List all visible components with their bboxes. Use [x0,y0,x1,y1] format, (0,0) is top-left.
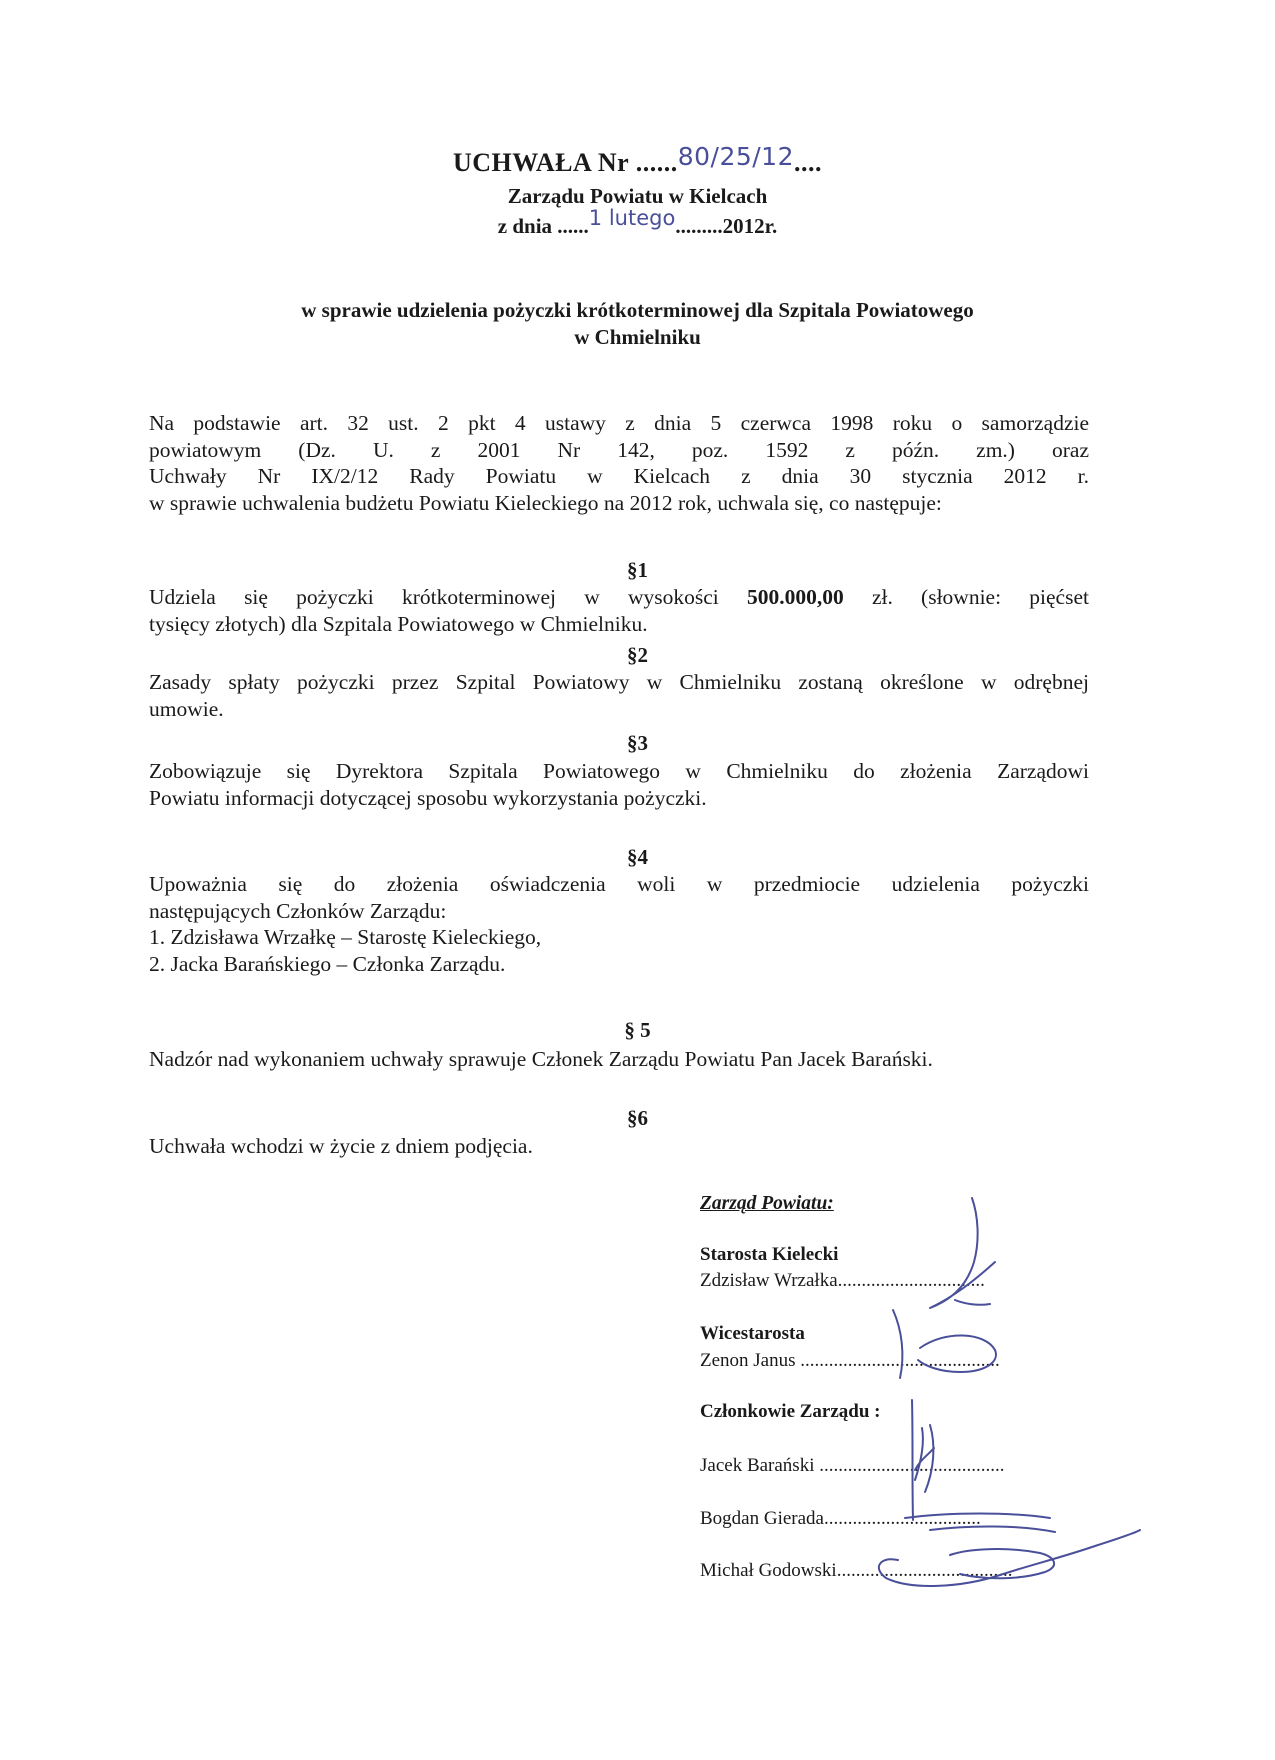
member-1-signature-line [700,1455,1004,1477]
date-line [0,206,1275,239]
preamble [149,410,1089,516]
loan-amount: 500.000,00 [746,585,844,609]
section-2-mark: §2 [627,643,648,667]
section-6-text [149,1133,1089,1160]
wicestarosta-name: Zenon Janus [700,1350,796,1371]
wicestarosta-signature-line [700,1350,1000,1372]
section-4-item-1: 1. Zdzisława Wrzałkę – Starostę Kieleckiego, [149,925,542,949]
section-5-mark: § 5 [624,1018,651,1042]
starosta-title: Starosta Kielecki [700,1244,839,1265]
member-1-name: Jacek Barański [700,1455,815,1476]
date-dots-left: ...... [557,214,589,238]
member-2-dots: ................................. [823,1508,981,1529]
preamble-line-2: powiatowym (Dz. U. z 2001 Nr 142, poz. 1592 z późn. zm.) oraz [149,437,1089,462]
section-2-line-1: Zasady spłaty pożyczki przez Szpital Powiatowy w Chmielniku zostaną określone w odrębnej [149,670,1089,694]
section-2-line-2: umowie. [149,696,224,721]
date-dots-right: ......... [675,214,723,238]
title-prefix: UCHWAŁA Nr [453,148,636,177]
section-2-text [149,669,1089,722]
preamble-line-4: w sprawie uchwalenia budżetu Powiatu Kieleckiego na 2012 rok, uchwala się, co następuje: [149,490,942,515]
section-3-line-2: Powiatu informacji dotyczącej sposobu wykorzystania pożyczki. [149,785,707,810]
section-1-mark: §1 [627,558,648,582]
date-suffix: 2012r. [722,214,778,238]
wicestarosta-title: Wicestarosta [700,1323,805,1344]
member-3-dots: ..................................... [836,1560,1013,1581]
section-5-text [149,1046,1089,1073]
subject-line-2: w Chmielniku [574,325,701,349]
member-3-signature-line [700,1560,1012,1582]
member-1-dots: ....................................... [814,1455,1005,1476]
handwritten-date: 1 lutego [588,206,676,230]
title-dots-right: .... [793,148,822,177]
section-5-line-1: Nadzór nad wykonaniem uchwały sprawuje Członek Zarządu Powiatu Pan Jacek Barański. [149,1047,933,1071]
section-4-item-2: 2. Jacka Barańskiego – Członka Zarządu. [149,951,506,976]
section-1-text [149,584,1089,637]
subject-line-1: w sprawie udzielenia pożyczki krótkoterminowej dla Szpitala Powiatowego [301,298,974,322]
section-6-mark: §6 [627,1106,648,1130]
date-prefix: z dnia [497,214,558,238]
section-1-line-2: tysięcy złotych) dla Szpitala Powiatowego w Chmielniku. [149,611,648,636]
section-3-mark: §3 [627,731,648,755]
title-dots-left: ...... [635,148,678,177]
handwritten-resolution-number: 80/25/12 [677,142,794,171]
member-3-name: Michał Godowski [700,1560,837,1581]
section-4-text [149,871,1089,977]
resolution-title [0,142,1275,178]
member-2-name: Bogdan Gierada [700,1508,824,1529]
section-3-line-1: Zobowiązuje się Dyrektora Szpitala Powiatowego w Chmielniku do złożenia Zarządowi [149,759,1089,783]
section-4-mark: §4 [627,845,648,869]
issuer-line: Zarządu Powiatu w Kielcach [507,184,768,208]
section-1-text-b: zł. (słownie: pięćset [843,585,1089,609]
section-6-line-1: Uchwała wchodzi w życie z dniem podjęcia. [149,1134,533,1158]
section-1-line-1 [149,584,1089,611]
preamble-line-3: Uchwały Nr IX/2/12 Rady Powiatu w Kielcach z dnia 30 stycznia 2012 r. [149,464,1089,488]
section-1-text-a: Udziela się pożyczki krótkoterminowej w wysokości [149,585,747,609]
section-3-text [149,758,1089,811]
starosta-name: Zdzisław Wrzałka [700,1270,838,1291]
board-heading: Zarząd Powiatu: [700,1193,834,1214]
board-members-title: Członkowie Zarządu : [700,1401,881,1422]
wicestarosta-dots: .......................................... [795,1350,1000,1371]
section-4-line-1: Upoważnia się do złożenia oświadczenia woli w przedmiocie udzielenia pożyczki [149,872,1089,896]
preamble-line-1: Na podstawie art. 32 ust. 2 pkt 4 ustawy z dnia 5 czerwca 1998 roku o samorządzie [149,411,1089,435]
starosta-dots: ............................... [837,1270,985,1291]
starosta-signature-line [700,1270,985,1292]
member-2-signature-line [700,1508,981,1530]
section-4-line-2: następujących Członków Zarządu: [149,898,447,923]
